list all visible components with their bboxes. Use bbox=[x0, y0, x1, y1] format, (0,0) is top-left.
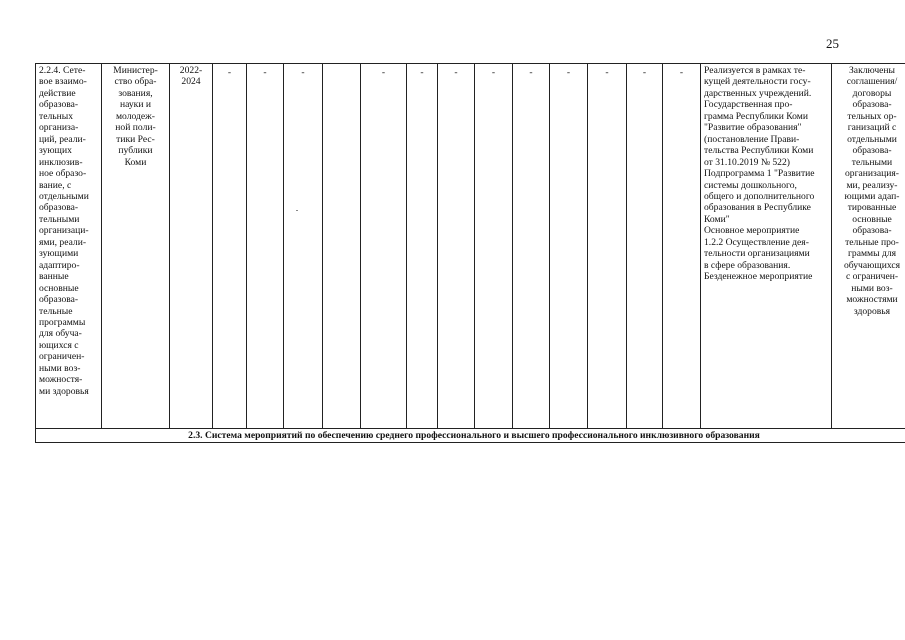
activity-name-line: ми здоровья bbox=[39, 385, 89, 397]
expected-result-line: соглашения/ bbox=[846, 76, 898, 88]
responsible-executor-line: публики bbox=[118, 145, 153, 157]
expected-result-line: ющими адап- bbox=[844, 190, 900, 202]
funding-value: - bbox=[420, 67, 424, 78]
scan-speck bbox=[296, 210, 298, 211]
activity-name-line: ющихся с bbox=[39, 339, 79, 351]
funding-source-line: Безденежное мероприятие bbox=[704, 271, 813, 283]
activity-name-line: адаптиро- bbox=[39, 259, 80, 271]
funding-value: - bbox=[227, 67, 232, 78]
funding-cell bbox=[438, 64, 475, 429]
expected-result-line: тельных ор- bbox=[847, 110, 897, 122]
activity-name-line: организаци- bbox=[39, 225, 89, 237]
funding-source-line: Реализуется в рамках те- bbox=[704, 65, 806, 76]
activity-name-line: программы bbox=[39, 316, 86, 328]
funding-cell bbox=[407, 64, 438, 429]
expected-result-line: можностями bbox=[846, 294, 898, 306]
activity-name-line: тельные bbox=[39, 305, 73, 317]
funding-cell bbox=[627, 64, 663, 429]
funding-source-line: (постановление Прави- bbox=[704, 133, 800, 145]
section-title: 2.3. Система мероприятий по обеспечению среднего профессионального и высшего профессионального инклюзивного образования bbox=[36, 429, 905, 443]
expected-result-line: ными воз- bbox=[851, 282, 893, 294]
activity-name-line: вание, с bbox=[39, 179, 72, 191]
responsible-executor-line: молодеж- bbox=[115, 110, 155, 122]
funding-source-line: образования в Республике bbox=[704, 202, 811, 214]
implementation-years-cell bbox=[170, 64, 213, 429]
expected-result-line: ганизаций с bbox=[847, 122, 897, 134]
activity-name-line: действие bbox=[39, 87, 76, 99]
funding-source-line: кущей деятельности госу- bbox=[704, 76, 811, 88]
activity-name-line: образова- bbox=[39, 294, 79, 306]
funding-source-line: "Развитие образования" bbox=[704, 122, 802, 134]
funding-source-line: дарственных учреждений. bbox=[704, 87, 812, 99]
page-number: 25 bbox=[826, 36, 839, 51]
funding-source-line: грамма Республики Коми bbox=[704, 110, 808, 122]
activity-name-line: основные bbox=[39, 282, 79, 294]
expected-result-line: образова- bbox=[852, 225, 892, 237]
expected-result-line: тированные bbox=[847, 202, 897, 214]
responsible-executor-line: науки и bbox=[119, 99, 152, 111]
funding-cell bbox=[550, 64, 588, 429]
funding-source-line: от 31.10.2019 № 522) bbox=[704, 156, 790, 168]
funding-source-cell bbox=[701, 64, 832, 429]
activity-name-line: ограничен- bbox=[39, 351, 85, 363]
activity-name-cell bbox=[36, 64, 102, 429]
funding-source-line: системы дошкольного, bbox=[704, 179, 797, 191]
responsible-executor-line: зования, bbox=[118, 87, 153, 99]
expected-result-cell bbox=[832, 64, 905, 429]
implementation-years-line: 2022- bbox=[179, 65, 203, 76]
funding-source-line: тельности организациями bbox=[704, 248, 810, 260]
funding-value: - bbox=[263, 67, 267, 78]
expected-result-line: обучающихся bbox=[843, 259, 901, 271]
funding-source-line: общего и дополнительного bbox=[704, 190, 815, 202]
activity-name-line: вое взаимо- bbox=[39, 76, 87, 88]
funding-value: - bbox=[454, 67, 458, 78]
funding-value: - bbox=[679, 67, 684, 78]
activity-name-line: ванные bbox=[39, 271, 69, 283]
activity-name-line: тельных bbox=[39, 110, 73, 122]
funding-source-line: 1.2.2 Осуществление дея- bbox=[704, 236, 809, 248]
activity-name-line: тельными bbox=[39, 213, 80, 225]
activity-name-line: ными воз- bbox=[39, 362, 81, 374]
expected-result-line: ми, реализу- bbox=[846, 179, 898, 191]
funding-value: - bbox=[605, 67, 609, 78]
activity-name-line: отдельными bbox=[39, 190, 89, 202]
expected-result-line: тельными bbox=[851, 156, 893, 168]
section-row bbox=[36, 429, 905, 443]
activity-name-line: организа- bbox=[39, 122, 79, 134]
expected-result-line: договоры bbox=[852, 87, 892, 99]
funding-source-line: Основное мероприятие bbox=[704, 225, 800, 237]
funding-value: - bbox=[566, 67, 571, 78]
funding-cell bbox=[588, 64, 627, 429]
responsible-executor-line: ной поли- bbox=[115, 122, 156, 134]
funding-source-line: Подпрограмма 1 "Развитие bbox=[704, 168, 815, 180]
expected-result-line: с ограничен- bbox=[845, 271, 899, 283]
activity-name-line: можностя- bbox=[39, 374, 83, 386]
funding-value: - bbox=[381, 67, 386, 78]
funding-cell bbox=[247, 64, 284, 429]
funding-cell bbox=[213, 64, 247, 429]
activity-name-line: образова- bbox=[39, 99, 79, 111]
funding-cell bbox=[513, 64, 550, 429]
responsible-executor-line: Министер- bbox=[113, 65, 158, 76]
funding-source-line: Государственная про- bbox=[704, 99, 793, 111]
expected-result-line: граммы для bbox=[847, 248, 897, 260]
empty-cell bbox=[323, 64, 361, 429]
responsible-executor-line: Коми bbox=[124, 156, 147, 168]
activities-table bbox=[35, 63, 905, 443]
responsible-executor-line: ство обра- bbox=[114, 76, 157, 88]
activity-name-line: зующими bbox=[39, 248, 79, 260]
activity-name-line: инклюзив- bbox=[39, 156, 83, 168]
funding-value: - bbox=[529, 67, 533, 78]
activity-name-line: зующих bbox=[39, 145, 72, 157]
funding-source-line: Коми" bbox=[704, 213, 730, 225]
expected-result-line: здоровья bbox=[853, 305, 891, 317]
implementation-years-line: 2024 bbox=[181, 76, 201, 88]
funding-source-line: в сфере образования. bbox=[704, 259, 791, 271]
activity-name-line: ями, реали- bbox=[39, 236, 87, 248]
activity-row-2-2-4 bbox=[36, 64, 905, 429]
activity-name-line: ное образо- bbox=[39, 168, 87, 180]
activity-name-line: образова- bbox=[39, 202, 79, 214]
activity-name-line: для обуча- bbox=[39, 328, 82, 340]
funding-cell bbox=[475, 64, 513, 429]
responsible-executor-cell bbox=[102, 64, 170, 429]
funding-cell bbox=[284, 64, 323, 429]
funding-value: - bbox=[642, 67, 647, 78]
expected-result-line: основные bbox=[852, 213, 892, 225]
expected-result-line: организация- bbox=[845, 168, 899, 180]
expected-result-line: образова- bbox=[852, 145, 892, 157]
responsible-executor-line: тики Рес- bbox=[116, 133, 155, 145]
funding-value: - bbox=[301, 67, 305, 78]
expected-result-line: образова- bbox=[852, 99, 892, 111]
funding-value: - bbox=[491, 67, 496, 78]
funding-cell bbox=[361, 64, 407, 429]
expected-result-line: Заключены bbox=[849, 65, 895, 76]
activity-name-line: ций, реали- bbox=[39, 133, 86, 145]
expected-result-line: отдельными bbox=[847, 133, 897, 145]
funding-source-line: тельства Республики Коми bbox=[704, 145, 814, 157]
activity-name-line: 2.2.4. Сете- bbox=[39, 65, 86, 76]
funding-cell bbox=[663, 64, 701, 429]
expected-result-line: тельные про- bbox=[845, 236, 899, 248]
